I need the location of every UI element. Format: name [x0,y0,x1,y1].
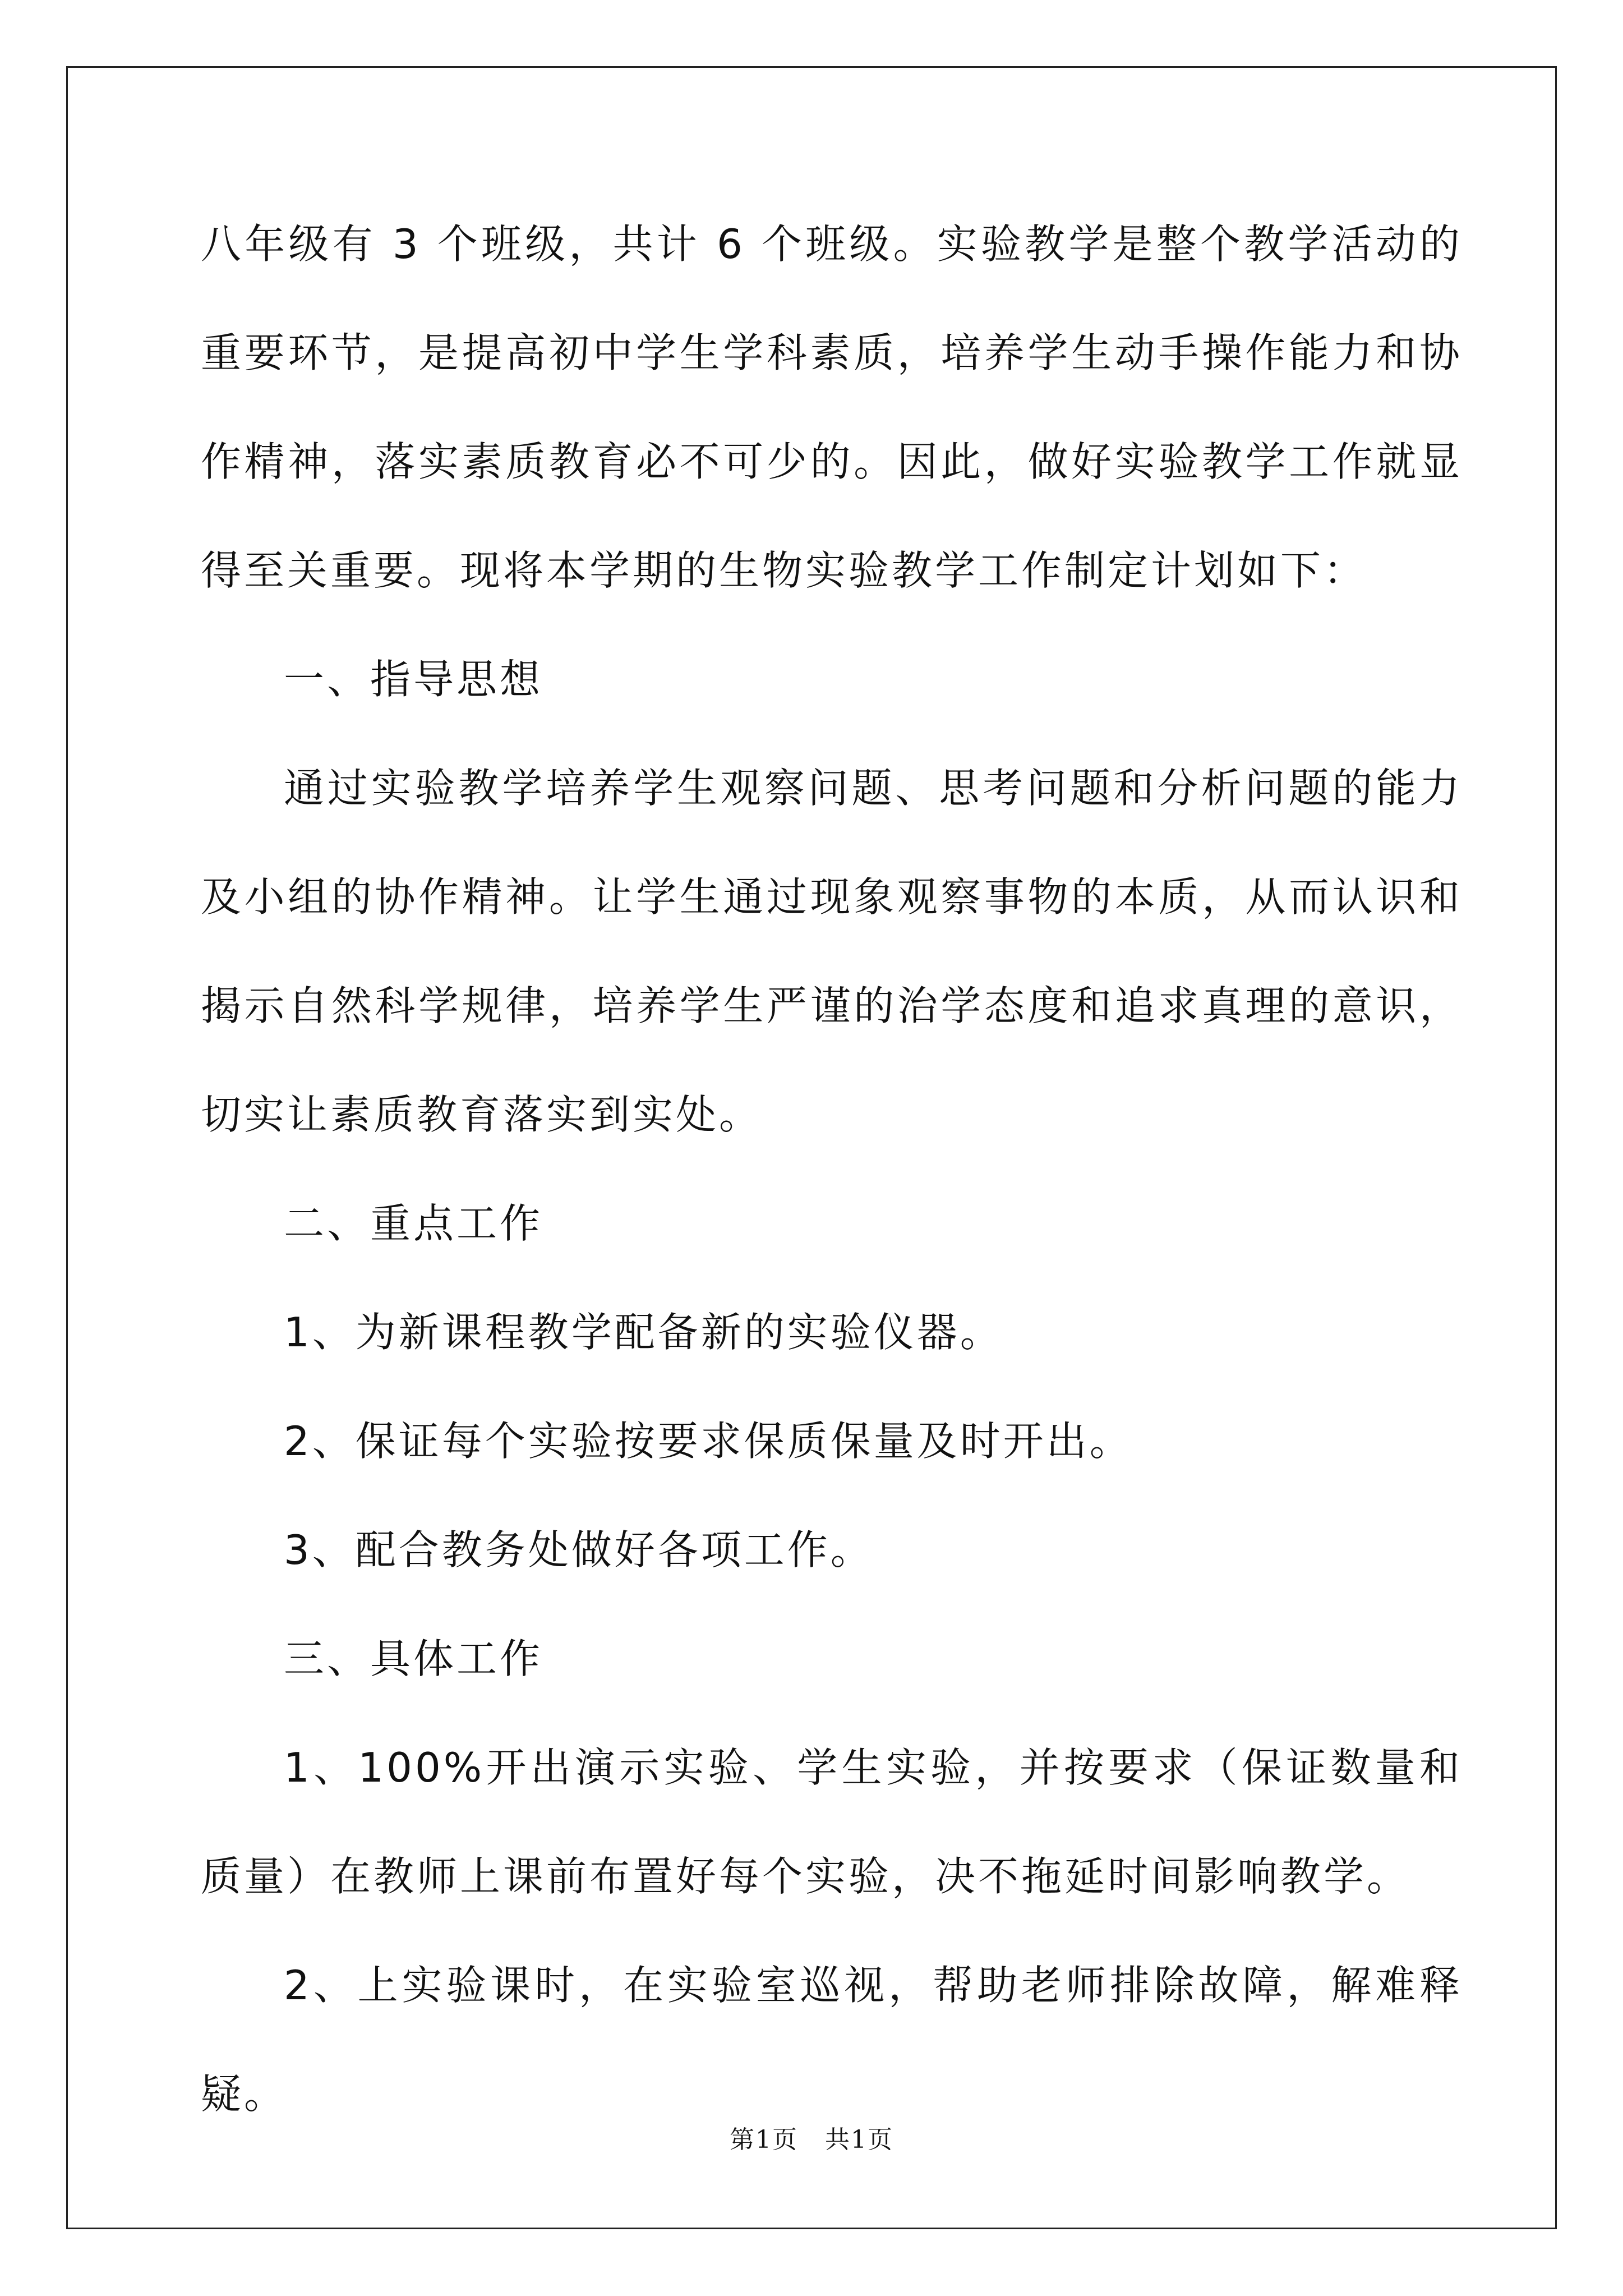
page-total: 共1页 [825,2125,893,2154]
paragraph-guiding-ideology: 通过实验教学培养学生观察问题、思考问题和分析问题的能力及小组的协作精神。让学生通过现象观察事物的本质，从而认识和揭示自然科学规律，培养学生严谨的治学态度和追求真理的意识，切实让素质教育落实到实处。 [201,765,1463,1138]
heading-guiding-ideology: 一、指导思想 [284,656,543,703]
document-body [201,190,1463,2148]
heading-specific-work: 三、具体工作 [284,1635,543,1682]
list-item-specific-work-2: 2、上实验课时，在实验室巡视，帮助老师排除故障，解难释疑。 [201,1962,1463,2118]
list-item-key-work-1: 1、为新课程教学配备新的实验仪器。 [284,1309,1003,1356]
list-item-key-work-2: 2、保证每个实验按要求保质保量及时开出。 [284,1418,1133,1465]
list-item-key-work-3: 3、配合教务处做好各项工作。 [284,1526,874,1573]
paragraph-intro: 八年级有 3 个班级，共计 6 个班级。实验教学是整个教学活动的重要环节，是提高初中学生学科素质，培养学生动手操作能力和协作精神，落实素质教育必不可少的。因此，做好实验教学工作就显得至关重要。现将本学期的生物实验教学工作制定计划如下： [201,220,1463,594]
list-item-specific-work-1: 1、100%开出演示实验、学生实验，并按要求（保证数量和质量）在教师上课前布置好每个实验，决不拖延时间影响教学。 [201,1744,1463,1900]
heading-key-work: 二、重点工作 [284,1200,543,1247]
page-footer [0,2119,1623,2155]
page-number: 第1页 [730,2125,798,2154]
